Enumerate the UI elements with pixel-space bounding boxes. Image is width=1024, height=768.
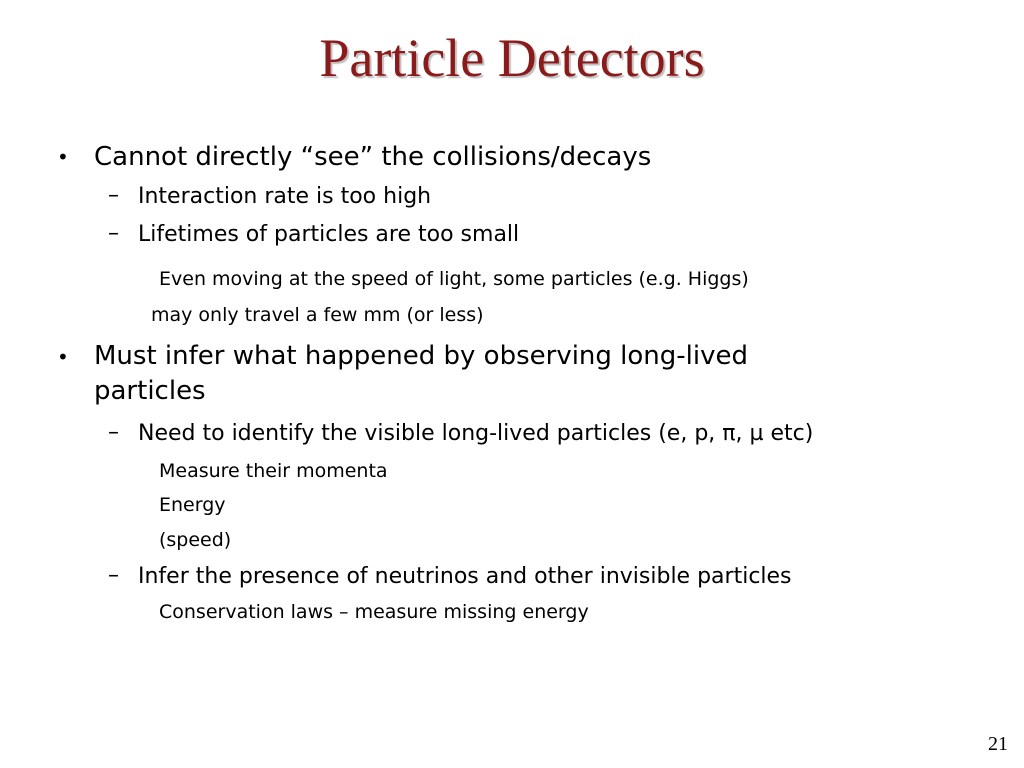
subpoint-marker: – [108,563,119,588]
note-text: (speed) [159,529,232,551]
note-text: Even moving at the speed of light, some particles (e.g. Higgs) [159,268,749,290]
bullet-text: Cannot directly “see” the collisions/decays [94,142,652,172]
subpoint-text: Need to identify the visible long-lived particles (e, p, π, µ etc) [138,421,814,446]
note-text: Measure their momenta [159,460,388,482]
bullet-text: Must infer what happened by observing long-lived [94,341,748,371]
note-text: may only travel a few mm (or less) [151,304,484,326]
note-text: Conservation laws – measure missing energy [159,601,589,623]
subpoint-text: Infer the presence of neutrinos and other invisible particles [138,564,792,589]
bullet-marker: • [57,345,69,369]
page-number: 21 [988,733,1008,755]
subpoint-marker: – [108,420,119,445]
subpoint-text: Lifetimes of particles are too small [138,222,520,247]
subpoint-marker: – [108,183,119,208]
bullet-text-continuation: particles [94,376,206,406]
slide-title: Particle Detectors [319,28,705,88]
subpoint-marker: – [108,221,119,246]
note-text: Energy [159,494,226,516]
subpoint-text: Interaction rate is too high [138,184,432,209]
bullet-marker: • [57,145,69,169]
